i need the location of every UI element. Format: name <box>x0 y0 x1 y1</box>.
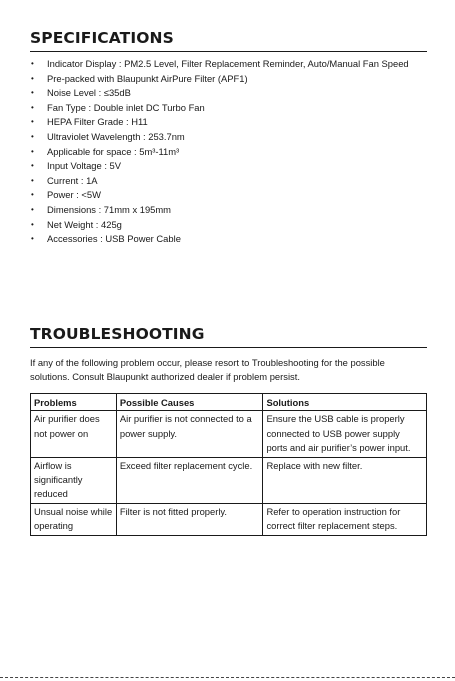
table-row <box>31 503 427 535</box>
spec-item-power: • Power : <5W <box>30 188 427 203</box>
header-possible-causes: Possible Causes <box>116 393 263 410</box>
problem-cell: Unsual noise while operating <box>31 503 117 535</box>
spec-item-dimensions: • Dimensions : 71mm x 195mm <box>30 203 427 218</box>
spec-item-current: • Current : 1A <box>30 174 427 189</box>
header-solutions: Solutions <box>263 393 427 410</box>
troubleshooting-section <box>30 324 427 536</box>
spec-item-accessories: • Accessories : USB Power Cable <box>30 232 427 247</box>
spec-item-noise-level: • Noise Level : ≤35dB <box>30 86 427 101</box>
problem-cell: Air purifier does not power on <box>31 411 117 457</box>
solution-cell: Refer to operation instruction for correct filter replacement steps. <box>263 503 427 535</box>
troubleshooting-heading: TROUBLESHOOTING <box>30 324 427 348</box>
cause-cell: Filter is not fitted properly. <box>116 503 263 535</box>
specifications-section <box>30 28 427 247</box>
specifications-heading: SPECIFICATIONS <box>30 28 427 52</box>
solution-cell: Replace with new filter. <box>263 457 427 503</box>
spec-item-hepa-grade: • HEPA Filter Grade : H11 <box>30 115 427 130</box>
solution-cell: Ensure the USB cable is properly connected to USB power supply ports and air purifier’s power input. <box>263 411 427 457</box>
troubleshooting-intro: If any of the following problem occur, please resort to Troubleshooting for the possible solutions. Consult Blaupunkt authorized dealer if problem persist. <box>30 356 385 383</box>
spec-item-fan-type: • Fan Type : Double inlet DC Turbo Fan <box>30 101 427 116</box>
problem-cell: Airflow is significantly reduced <box>31 457 117 503</box>
spec-item-applicable-space: • Applicable for space : 5m³-11m³ <box>30 145 427 160</box>
header-problems: Problems <box>31 393 117 410</box>
cause-cell: Air purifier is not connected to a power supply. <box>116 411 263 457</box>
spec-item-input-voltage: • Input Voltage : 5V <box>30 159 427 174</box>
table-row <box>31 411 427 457</box>
spec-item-net-weight: • Net Weight : 425g <box>30 218 427 233</box>
page-bottom-divider <box>0 677 455 678</box>
spec-item-uv-wavelength: • Ultraviolet Wavelength : 253.7nm <box>30 130 427 145</box>
cause-cell: Exceed filter replacement cycle. <box>116 457 263 503</box>
spec-item-filter: • Pre-packed with Blaupunkt AirPure Filter (APF1) <box>30 72 427 87</box>
spec-item-indicator-display: • Indicator Display : PM2.5 Level, Filter Replacement Reminder, Auto/Manual Fan Speed <box>30 57 427 72</box>
table-row <box>31 457 427 503</box>
table-header-row <box>31 393 427 410</box>
troubleshooting-table <box>30 393 427 536</box>
specifications-list <box>30 57 427 247</box>
manual-page <box>30 28 427 536</box>
